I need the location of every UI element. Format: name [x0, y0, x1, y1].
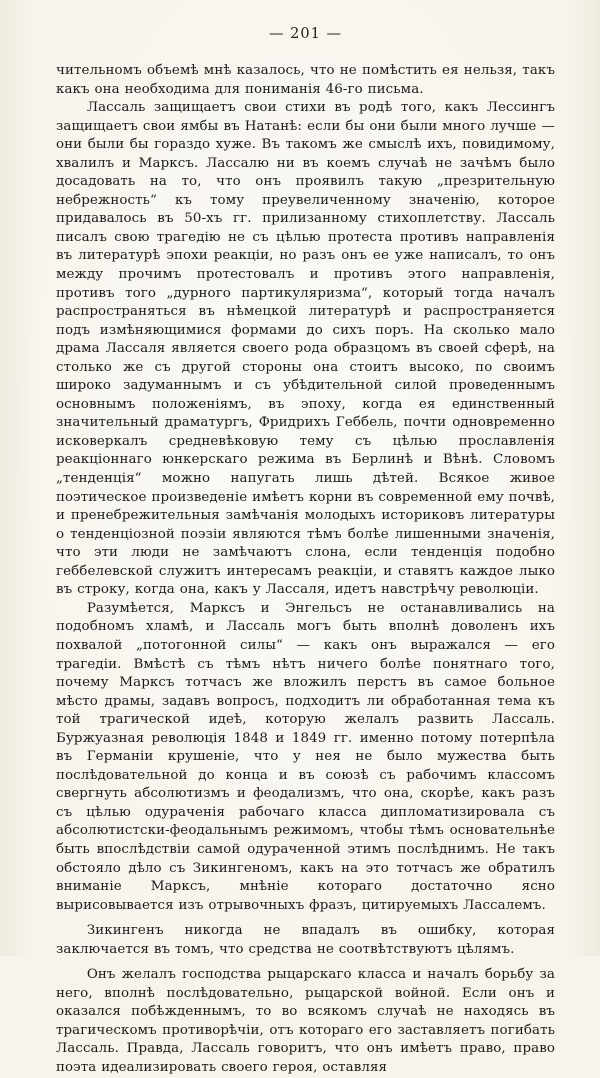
paragraph-continuation: чительномъ объемѣ мнѣ казалось, что не помѣстить ея нельзя, такъ какъ она необходима для пониманія 46-го письма. — [56, 63, 555, 97]
paragraph: Онъ желалъ господства рыцарскаго класса и началъ борьбу за него, вполнѣ послѣдовательно, рыцарской войной. Если онъ и оказался побѣжденнымъ, то во всякомъ случаѣ не находясь въ трагическомъ противорѣчіи, отъ котораго его заставляетъ погибать Лассаль. Правда, Лассаль говоритъ, что онъ имѣетъ право, право поэта идеализировать своего героя, оставляя — [56, 967, 555, 1075]
paragraph: Разумѣется, Марксъ и Энгельсъ не останавливались на подобномъ хламѣ, и Лассаль могъ быть вполнѣ доволенъ ихъ похвалой „потогонной силы“ — какъ онъ выражался — его трагедіи. Вмѣстѣ съ тѣмъ нѣтъ ничего болѣе понятнаго того, почему Марксъ тотчасъ же вложилъ перстъ въ самое больное мѣсто драмы, задавъ вопросъ, подходитъ ли обработанная тема къ той трагической идеѣ, которую желалъ развить Лассаль. Буржуазная революція 1848 и 1849 гг. именно потому потерпѣла въ Германіи крушеніе, что у нея не было мужества быть послѣдовательной до конца и въ союзѣ съ рабочимъ классомъ свергнуть абсолютизмъ и феодализмъ, что она, скорѣе, какъ разъ съ цѣлью одураченія рабочаго класса дипломатизировала съ абсолютистски-феодальнымъ режимомъ, чтобы тѣмъ основательнѣе быть впослѣдствіи самой одураченной этимъ послѣднимъ. Не такъ обстояло дѣло съ Зикингеномъ, какъ на это тотчасъ же обратилъ вниманіе Марксъ, мнѣніе котораго достаточно ясно вырисовывается изъ отрывочныхъ фразъ, цитируемыхъ Лассалемъ. — [56, 600, 555, 913]
paragraph: Зикингенъ никогда не впадалъ въ ошибку, которая заключается въ томъ, что средства не соотвѣтствуютъ цѣлямъ. — [56, 923, 555, 957]
paragraph: Лассаль защищаетъ свои стихи въ родѣ того, какъ Лессингъ защищаетъ свои ямбы въ Натанѣ: если бы они были много лучше — они были бы гораздо хуже. Въ такомъ же смыслѣ ихъ, повидимому, хвалилъ и Марксъ. Лассалю ни въ коемъ случаѣ не зачѣмъ было досадовать на то, что онъ проявилъ такую „презрительную небрежность“ къ тому преувеличенному значенію, которое придавалось въ 50-хъ гг. прилизанному стихоплетству. Лассаль писалъ свою трагедію не съ цѣлью протеста противъ направленія въ литературѣ эпохи реакціи, но разъ онъ ее уже написалъ, то онъ между прочимъ протестовалъ и противъ этого направленія, противъ того „дурного партикуляризма“, который тогда началъ распространяться въ нѣмецкой литературѣ и распространяется подъ измѣняющимися формами до сихъ поръ. На сколько мало драма Лассаля является своего рода образцомъ въ своей сферѣ, на столько же съ другой стороны она стоитъ высоко, по своимъ широко задуманнымъ и съ убѣдительной силой проведеннымъ основнымъ положеніямъ, въ эпоху, когда ея единственный значительный драматургъ, Фридрихъ Геббель, почти одновременно исковеркалъ средневѣковую тему съ цѣлью прославленія реакціоннаго юнкерскаго режима въ Берлинѣ и Вѣнѣ. Словомъ „тенденція“ можно напугать лишь дѣтей. Всякое живое поэтическое произведеніе имѣетъ корни въ современной ему почвѣ, и пренебрежительныя замѣчанія молодыхъ историковъ литературы о тенденціозной поэзіи являются тѣмъ болѣе лишенными значенія, что эти люди не замѣчаютъ слона, если тенденція подобно геббелевской служитъ интересамъ реакціи, и ставятъ каждое лыко въ строку, когда она, какъ у Лассаля, идетъ навстрѣчу революціи. — [56, 100, 555, 598]
page-number: — 201 — — [269, 26, 342, 42]
page-text-block — [56, 62, 555, 1078]
